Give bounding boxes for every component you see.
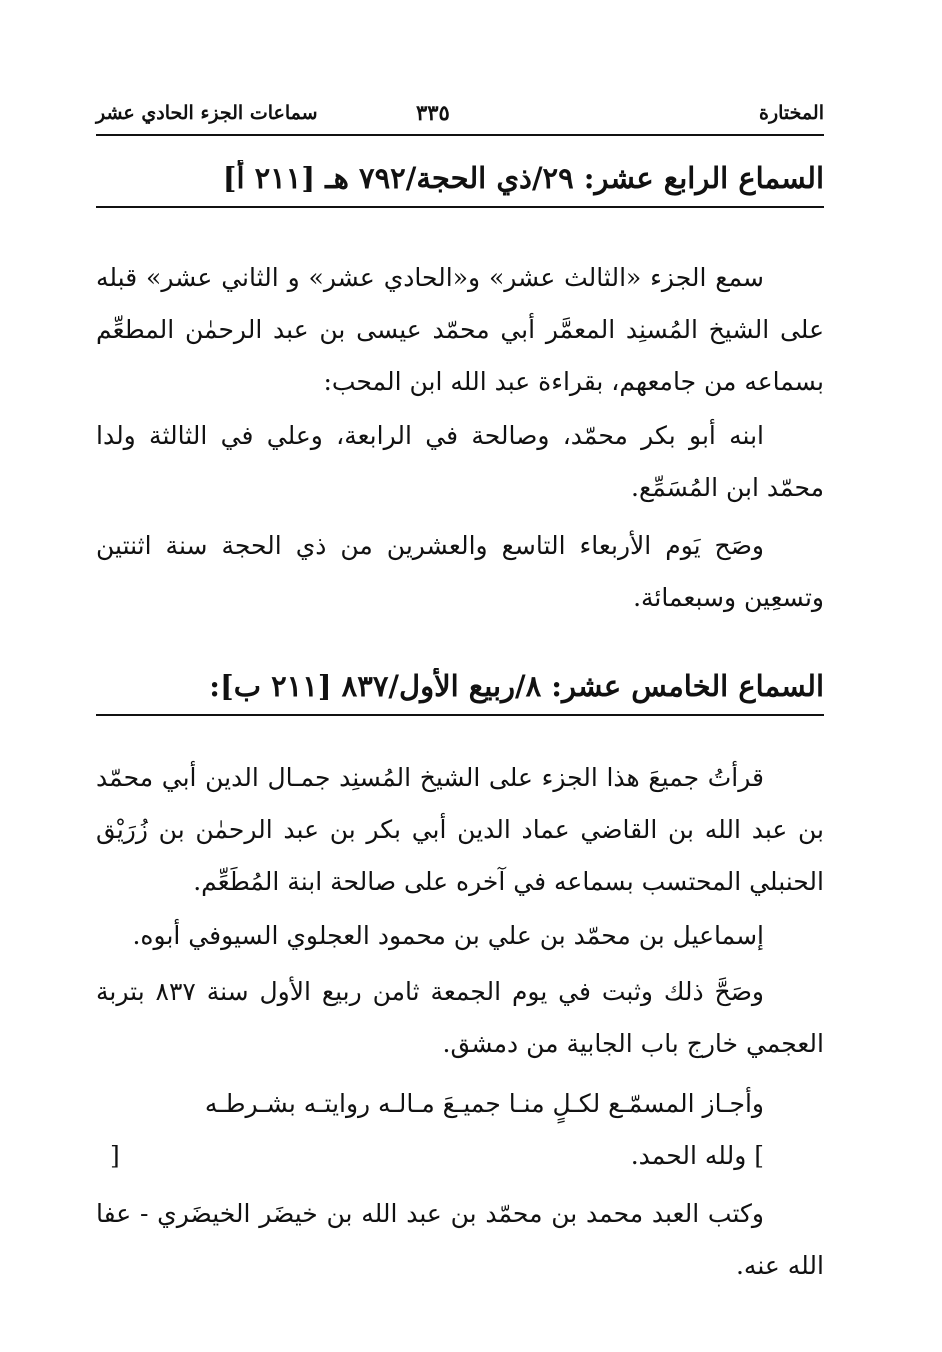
- paragraph-closing: وكتب العبد محمد بن محمّد بن عبد الله بن خيضَر الخيضَري - عفا الله عنه.: [96, 1199, 824, 1280]
- bracket-open: [: [110, 1141, 120, 1170]
- paragraph-15-1: قرأتُ جميعَ هذا الجزء على الشيخ المُسنِد جمـال الدين أبي محمّد بن عبد الله بن القاضي عماد الدين أبي بكر بن عبد الرحمٰن بن زُرَيْق الحنبلي المحتسب بسماعه في آخره على صالحة ابنة المُطَعِّم.: [96, 763, 824, 896]
- book-title: المختارة: [759, 102, 824, 124]
- paragraph-15-4: وأجـاز المسمّـع لكـلٍ منـا جميـعَ مـالـه روايتـه بشـرطـه: [204, 1089, 764, 1118]
- paragraph-15-2: إسماعيل بن محمّد بن علي بن محمود العجلوي السيوفي أبوه.: [132, 921, 764, 950]
- bracket-close: ]: [754, 1141, 764, 1170]
- page-number: ٣٣٥: [416, 100, 450, 125]
- section-heading-14: السماع الرابع عشر: ٢٩/ذي الحجة/٧٩٢ هـ [٢١١ أ]: [96, 160, 824, 208]
- praise-line: [96, 1130, 824, 1182]
- paragraph-15-3: وصَحَّ ذلك وثبت في يوم الجمعة ثامن ربيع الأول سنة ٨٣٧ بتربة العجمي خارج باب الجابية من دمشق.: [96, 977, 824, 1058]
- praise: ولله الحمد.: [630, 1141, 747, 1170]
- section-heading-15: السماع الخامس عشر: ٨/ربيع الأول/٨٣٧ [٢١١ ب]:: [96, 668, 824, 716]
- paragraph-14-2: ابنه أبو بكر محمّد، وصالحة في الرابعة، وعلي في الثالثة ولدا محمّد ابن المُسَمِّع.: [96, 421, 824, 502]
- chapter-title: سماعات الجزء الحادي عشر: [96, 102, 318, 124]
- running-header: [96, 98, 824, 136]
- paragraph-14-1: سمع الجزء «الثالث عشر» و«الحادي عشر» و الثاني عشر» قبله على الشيخ المُسنِد المعمَّر أبي محمّد عيسى بن عبد الرحمٰن المطعِّم بسماعه من جامعهم، بقراءة عبد الله ابن المحب:: [96, 263, 824, 396]
- praise-text: [631, 1130, 764, 1182]
- paragraph-14-3: وصَح يَوم الأربعاء التاسع والعشرين من ذي الحجة سنة اثنتين وتسعِين وسبعمائة.: [96, 531, 824, 612]
